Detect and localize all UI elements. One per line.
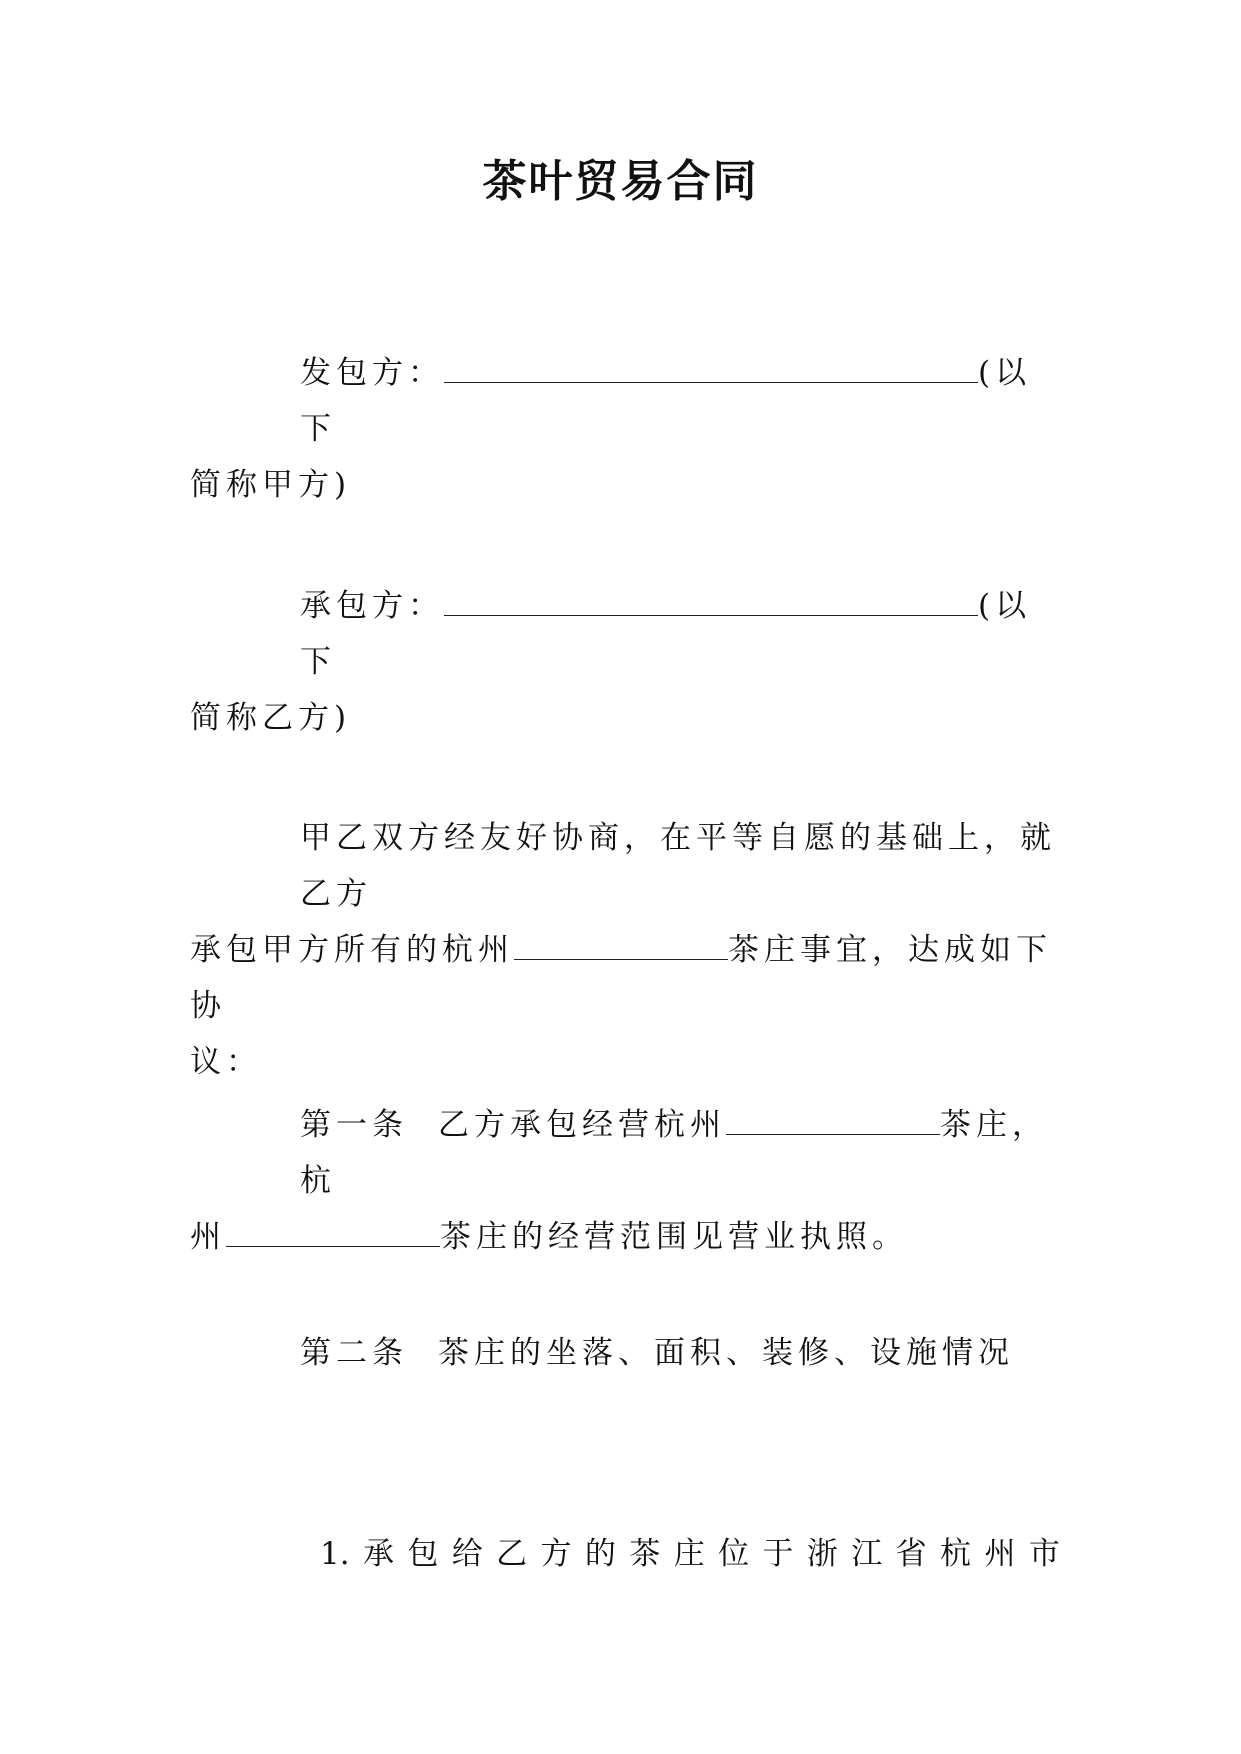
article-2-heading: 第二条 bbox=[300, 1335, 408, 1371]
item-1-line bbox=[320, 1526, 1060, 1582]
article-1-line1-b: 茶庄，杭 bbox=[300, 1107, 1048, 1199]
document-title: 茶叶贸易合同 bbox=[482, 156, 759, 207]
item-1-number: 1. bbox=[320, 1536, 350, 1572]
party-b-paragraph bbox=[190, 578, 1060, 746]
article-1-heading: 第一条 bbox=[300, 1107, 408, 1143]
item-1-char: 庄 bbox=[673, 1536, 705, 1572]
intro-line1: 甲乙双方经友好协商，在平等自愿的基础上，就乙方 bbox=[300, 820, 1056, 912]
party-b-blank[interactable] bbox=[444, 587, 978, 616]
party-b-suffix: (以下 bbox=[300, 588, 1032, 680]
intro-paragraph bbox=[190, 810, 1060, 1090]
item-1-char: 方 bbox=[540, 1536, 572, 1572]
item-1-char: 于 bbox=[762, 1536, 794, 1572]
article-2-paragraph bbox=[190, 1325, 1060, 1381]
intro-teahouse-blank[interactable] bbox=[514, 931, 728, 960]
intro-line2-b: 茶庄事宜，达成如下协 bbox=[190, 932, 1052, 1024]
article-1-line2-b: 茶庄的经营范围见营业执照。 bbox=[440, 1219, 908, 1255]
item-1-char: 江 bbox=[851, 1536, 883, 1572]
article-1-line1-a: 乙方承包经营杭州 bbox=[438, 1107, 726, 1143]
party-b-suffix-line2: 简称乙方) bbox=[190, 700, 352, 736]
intro-line2-a: 承包甲方所有的杭州 bbox=[190, 932, 514, 968]
party-a-blank[interactable] bbox=[444, 354, 978, 383]
item-1-char: 州 bbox=[984, 1536, 1016, 1572]
item-1-char: 承 bbox=[362, 1536, 394, 1572]
item-1-char: 给 bbox=[451, 1536, 483, 1572]
item-1-char: 乙 bbox=[496, 1536, 528, 1572]
item-1-char: 的 bbox=[584, 1536, 616, 1572]
intro-line2 bbox=[190, 922, 1060, 1034]
intro-line3: 议： bbox=[190, 1044, 262, 1080]
article-1-blank-2[interactable] bbox=[226, 1218, 440, 1247]
party-a-label: 发包方： bbox=[300, 355, 444, 391]
article-1-blank-1[interactable] bbox=[726, 1106, 940, 1135]
article-1-line2-a: 州 bbox=[190, 1219, 226, 1255]
item-1-char: 市 bbox=[1028, 1536, 1060, 1572]
article-2-text: 茶庄的坐落、面积、装修、设施情况 bbox=[438, 1335, 1014, 1371]
item-1-char: 茶 bbox=[629, 1536, 661, 1572]
item-1-char: 包 bbox=[407, 1536, 439, 1572]
party-a-suffix: (以下 bbox=[300, 355, 1032, 447]
item-1-char: 杭 bbox=[940, 1536, 972, 1572]
party-a-paragraph bbox=[190, 345, 1060, 513]
party-a-suffix-line2: 简称甲方) bbox=[190, 467, 352, 503]
article-1-paragraph bbox=[190, 1097, 1060, 1265]
item-1-char: 省 bbox=[895, 1536, 927, 1572]
party-b-label: 承包方： bbox=[300, 588, 444, 624]
item-1-char: 位 bbox=[718, 1536, 750, 1572]
item-1-char: 浙 bbox=[806, 1536, 838, 1572]
